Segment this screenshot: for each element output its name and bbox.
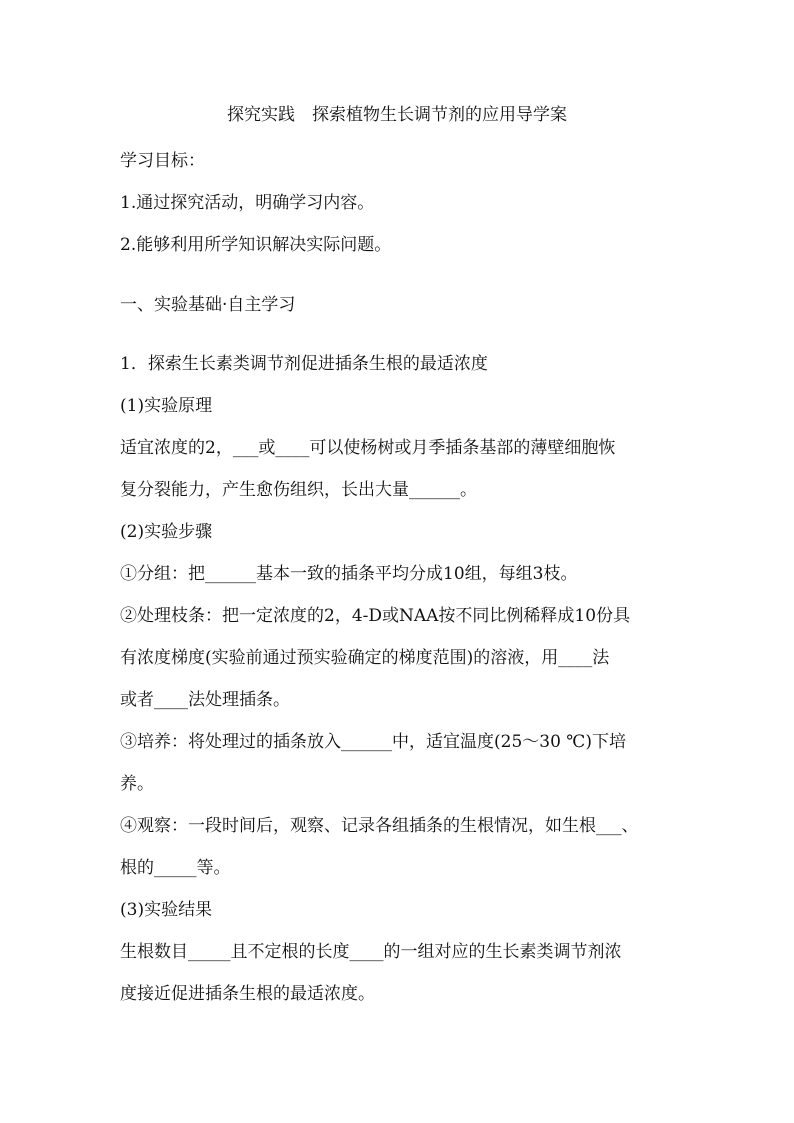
step-2-line-3: 或者____法处理插条。 [120,690,290,710]
section-1-heading: 一、实验基础·自主学习 [120,295,296,315]
results-line-2: 度接近促进插条生根的最适浓度。 [120,984,375,1004]
steps-heading: (2)实验步骤 [120,522,213,542]
principle-line-2: 复分裂能力，产生愈伤组织，长出大量______。 [120,480,477,500]
principle-heading: (1)实验原理 [120,396,213,416]
objectives-heading: 学习目标： [120,151,205,171]
step-2-line-1: ②处理枝条：把一定浓度的2，4-D或NAA按不同比例稀释成10份具 [120,606,631,626]
step-1: ①分组：把______基本一致的插条平均分成10组，每组3枝。 [120,564,578,584]
document-title: 探究实践 探索植物生长调节剂的应用导学案 [227,105,567,125]
principle-line-1: 适宜浓度的2，___或____可以使杨树或月季插条基部的薄壁细胞恢 [120,438,616,458]
step-2-line-2: 有浓度梯度(实验前通过预实验确定的梯度范围)的溶液，用____法 [120,648,610,668]
results-heading: (3)实验结果 [120,900,213,920]
step-4-line-2: 根的_____等。 [120,858,231,878]
topic-1-heading: 1．探索生长素类调节剂促进插条生根的最适浓度 [120,354,488,374]
step-3-line-2: 养。 [120,774,154,794]
objective-2: 2.能够利用所学知识解决实际问题。 [120,235,392,255]
objective-1: 1.通过探究活动，明确学习内容。 [120,193,375,213]
step-4-line-1: ④观察：一段时间后，观察、记录各组插条的生根情况，如生根___、 [120,816,639,836]
results-line-1: 生根数目_____且不定根的长度____的一组对应的生长素类调节剂浓 [120,942,622,962]
step-3-line-1: ③培养：将处理过的插条放入______中，适宜温度(25～30 ℃)下培 [120,732,626,752]
